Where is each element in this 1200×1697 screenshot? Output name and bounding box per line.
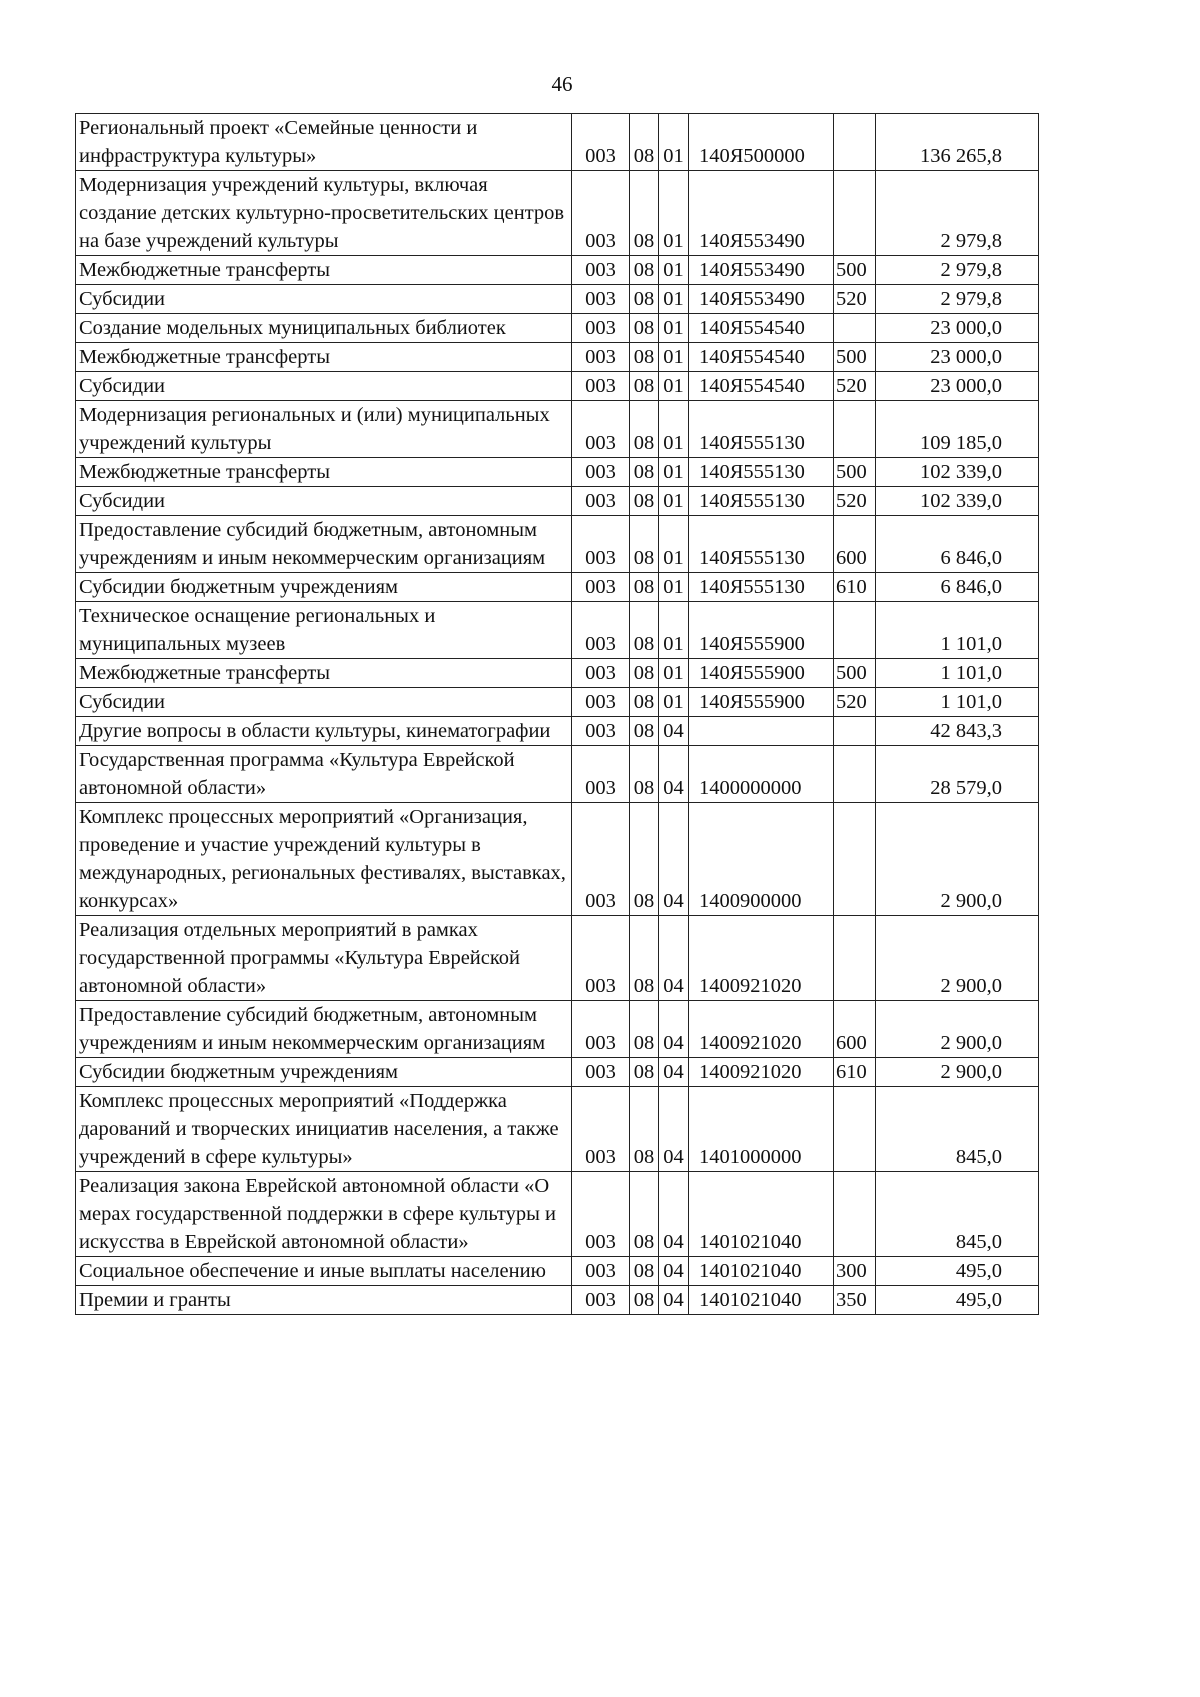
table-row: [76, 401, 1039, 458]
expense-item-name: Реализация закона Еврейской автономной области «О мерах государственной поддержки в сфере культуры и искусства в Еврейской автономной области»: [76, 1172, 572, 1257]
subsection-code: 01: [659, 372, 689, 401]
section-code: 08: [630, 343, 659, 372]
table-row: [76, 458, 1039, 487]
section-code: 08: [630, 1001, 659, 1058]
target-article-code: 1401021040: [689, 1257, 834, 1286]
target-article-code: 1401021040: [689, 1172, 834, 1257]
target-article-code: [689, 717, 834, 746]
ministry-code: 003: [572, 1257, 630, 1286]
section-code: 08: [630, 516, 659, 573]
subsection-code: 04: [659, 1286, 689, 1315]
table-row: [76, 314, 1039, 343]
target-article-code: 140Я555130: [689, 458, 834, 487]
section-code: 08: [630, 285, 659, 314]
table-row: [76, 516, 1039, 573]
ministry-code: 003: [572, 314, 630, 343]
expense-type-code: [834, 717, 876, 746]
ministry-code: 003: [572, 1172, 630, 1257]
expense-item-name: Субсидии: [76, 688, 572, 717]
amount: 23 000,0: [876, 343, 1039, 372]
expense-item-name: Субсидии: [76, 372, 572, 401]
amount: 1 101,0: [876, 659, 1039, 688]
expense-type-code: 500: [834, 256, 876, 285]
expense-item-name: Государственная программа «Культура Еврейской автономной области»: [76, 746, 572, 803]
amount: 2 979,8: [876, 285, 1039, 314]
expense-item-name: Межбюджетные трансферты: [76, 343, 572, 372]
target-article-code: 140Я555900: [689, 688, 834, 717]
target-article-code: 140Я553490: [689, 285, 834, 314]
section-code: 08: [630, 1087, 659, 1172]
table-row: [76, 717, 1039, 746]
target-article-code: 1400921020: [689, 916, 834, 1001]
expense-type-code: [834, 314, 876, 343]
subsection-code: 04: [659, 1001, 689, 1058]
section-code: 08: [630, 688, 659, 717]
subsection-code: 01: [659, 114, 689, 171]
amount: 845,0: [876, 1172, 1039, 1257]
amount: 2 900,0: [876, 803, 1039, 916]
ministry-code: 003: [572, 602, 630, 659]
subsection-code: 04: [659, 746, 689, 803]
expense-type-code: 520: [834, 688, 876, 717]
table-row: [76, 256, 1039, 285]
amount: 23 000,0: [876, 372, 1039, 401]
subsection-code: 01: [659, 516, 689, 573]
expense-item-name: Субсидии: [76, 285, 572, 314]
target-article-code: 140Я555130: [689, 487, 834, 516]
expense-type-code: 610: [834, 1058, 876, 1087]
target-article-code: 1400921020: [689, 1001, 834, 1058]
amount: 1 101,0: [876, 688, 1039, 717]
expense-item-name: Премии и гранты: [76, 1286, 572, 1315]
section-code: 08: [630, 1058, 659, 1087]
expense-item-name: Региональный проект «Семейные ценности и инфраструктура культуры»: [76, 114, 572, 171]
amount: 102 339,0: [876, 487, 1039, 516]
section-code: 08: [630, 573, 659, 602]
expense-type-code: [834, 803, 876, 916]
table-row: [76, 1286, 1039, 1315]
section-code: 08: [630, 314, 659, 343]
page-number: 46: [551, 72, 573, 96]
target-article-code: 140Я554540: [689, 343, 834, 372]
expense-type-code: 520: [834, 372, 876, 401]
expense-type-code: [834, 401, 876, 458]
expense-item-name: Реализация отдельных мероприятий в рамках государственной программы «Культура Еврейской автономной области»: [76, 916, 572, 1001]
target-article-code: 1400921020: [689, 1058, 834, 1087]
section-code: 08: [630, 372, 659, 401]
subsection-code: 04: [659, 1257, 689, 1286]
expense-type-code: 500: [834, 659, 876, 688]
amount: 845,0: [876, 1087, 1039, 1172]
section-code: 08: [630, 1286, 659, 1315]
section-code: 08: [630, 1257, 659, 1286]
expense-type-code: 500: [834, 458, 876, 487]
amount: 42 843,3: [876, 717, 1039, 746]
expense-type-code: [834, 746, 876, 803]
subsection-code: 01: [659, 285, 689, 314]
ministry-code: 003: [572, 1001, 630, 1058]
expense-item-name: Другие вопросы в области культуры, кинематографии: [76, 717, 572, 746]
section-code: 08: [630, 717, 659, 746]
subsection-code: 04: [659, 1058, 689, 1087]
expense-type-code: [834, 114, 876, 171]
expense-type-code: [834, 171, 876, 256]
target-article-code: 140Я553490: [689, 256, 834, 285]
expense-type-code: [834, 916, 876, 1001]
subsection-code: 01: [659, 171, 689, 256]
budget-table: [75, 113, 1039, 1315]
subsection-code: 01: [659, 256, 689, 285]
amount: 109 185,0: [876, 401, 1039, 458]
section-code: 08: [630, 401, 659, 458]
subsection-code: 01: [659, 688, 689, 717]
table-row: [76, 803, 1039, 916]
amount: 6 846,0: [876, 573, 1039, 602]
section-code: 08: [630, 602, 659, 659]
section-code: 08: [630, 916, 659, 1001]
ministry-code: 003: [572, 746, 630, 803]
expense-item-name: Субсидии бюджетным учреждениям: [76, 1058, 572, 1087]
table-row: [76, 688, 1039, 717]
subsection-code: 01: [659, 343, 689, 372]
table-row: [76, 1058, 1039, 1087]
table-row: [76, 746, 1039, 803]
expense-item-name: Комплекс процессных мероприятий «Поддержка дарований и творческих инициатив населения, а также учреждений в сфере культуры»: [76, 1087, 572, 1172]
section-code: 08: [630, 803, 659, 916]
amount: 136 265,8: [876, 114, 1039, 171]
expense-item-name: Модернизация региональных и (или) муниципальных учреждений культуры: [76, 401, 572, 458]
amount: 2 900,0: [876, 1058, 1039, 1087]
section-code: 08: [630, 458, 659, 487]
budget-table-body: [76, 114, 1039, 1315]
table-row: [76, 916, 1039, 1001]
table-row: [76, 285, 1039, 314]
table-row: [76, 573, 1039, 602]
subsection-code: 01: [659, 314, 689, 343]
amount: 495,0: [876, 1286, 1039, 1315]
expense-type-code: 520: [834, 285, 876, 314]
expense-type-code: [834, 1172, 876, 1257]
expense-item-name: Субсидии: [76, 487, 572, 516]
expense-item-name: Создание модельных муниципальных библиотек: [76, 314, 572, 343]
section-code: 08: [630, 487, 659, 516]
table-row: [76, 343, 1039, 372]
expense-item-name: Комплекс процессных мероприятий «Организация, проведение и участие учреждений культуры в международных, региональных фестивалях, выставках, конкурсах»: [76, 803, 572, 916]
ministry-code: 003: [572, 401, 630, 458]
subsection-code: 01: [659, 458, 689, 487]
expense-item-name: Межбюджетные трансферты: [76, 458, 572, 487]
table-row: [76, 1087, 1039, 1172]
target-article-code: 140Я500000: [689, 114, 834, 171]
expense-type-code: 520: [834, 487, 876, 516]
expense-type-code: [834, 1087, 876, 1172]
subsection-code: 04: [659, 1087, 689, 1172]
section-code: 08: [630, 659, 659, 688]
expense-item-name: Предоставление субсидий бюджетным, автономным учреждениям и иным некоммерческим организациям: [76, 516, 572, 573]
ministry-code: 003: [572, 114, 630, 171]
table-row: [76, 171, 1039, 256]
subsection-code: 01: [659, 659, 689, 688]
ministry-code: 003: [572, 688, 630, 717]
table-row: [76, 1001, 1039, 1058]
amount: 1 101,0: [876, 602, 1039, 659]
subsection-code: 04: [659, 916, 689, 1001]
amount: 6 846,0: [876, 516, 1039, 573]
table-row: [76, 372, 1039, 401]
subsection-code: 01: [659, 573, 689, 602]
amount: 2 900,0: [876, 916, 1039, 1001]
table-row: [76, 659, 1039, 688]
target-article-code: 140Я555130: [689, 401, 834, 458]
section-code: 08: [630, 256, 659, 285]
expense-item-name: Предоставление субсидий бюджетным, автономным учреждениям и иным некоммерческим организациям: [76, 1001, 572, 1058]
ministry-code: 003: [572, 1087, 630, 1172]
subsection-code: 04: [659, 803, 689, 916]
ministry-code: 003: [572, 171, 630, 256]
ministry-code: 003: [572, 487, 630, 516]
ministry-code: 003: [572, 343, 630, 372]
table-row: [76, 602, 1039, 659]
target-article-code: 140Я553490: [689, 171, 834, 256]
ministry-code: 003: [572, 803, 630, 916]
subsection-code: 01: [659, 401, 689, 458]
amount: 2 979,8: [876, 256, 1039, 285]
section-code: 08: [630, 1172, 659, 1257]
expense-type-code: [834, 602, 876, 659]
expense-type-code: 600: [834, 516, 876, 573]
ministry-code: 003: [572, 516, 630, 573]
expense-type-code: 350: [834, 1286, 876, 1315]
ministry-code: 003: [572, 573, 630, 602]
subsection-code: 04: [659, 717, 689, 746]
expense-item-name: Модернизация учреждений культуры, включая создание детских культурно-просветительских центров на базе учреждений культуры: [76, 171, 572, 256]
target-article-code: 1400000000: [689, 746, 834, 803]
subsection-code: 01: [659, 487, 689, 516]
ministry-code: 003: [572, 916, 630, 1001]
expense-type-code: 600: [834, 1001, 876, 1058]
section-code: 08: [630, 114, 659, 171]
ministry-code: 003: [572, 372, 630, 401]
amount: 102 339,0: [876, 458, 1039, 487]
expense-type-code: 610: [834, 573, 876, 602]
expense-item-name: Социальное обеспечение и иные выплаты населению: [76, 1257, 572, 1286]
target-article-code: 1401000000: [689, 1087, 834, 1172]
ministry-code: 003: [572, 1286, 630, 1315]
ministry-code: 003: [572, 717, 630, 746]
target-article-code: 140Я554540: [689, 314, 834, 343]
target-article-code: 1401021040: [689, 1286, 834, 1315]
target-article-code: 140Я555900: [689, 602, 834, 659]
table-row: [76, 487, 1039, 516]
ministry-code: 003: [572, 659, 630, 688]
table-row: [76, 114, 1039, 171]
target-article-code: 140Я555130: [689, 573, 834, 602]
target-article-code: 140Я555900: [689, 659, 834, 688]
amount: 2 900,0: [876, 1001, 1039, 1058]
expense-item-name: Межбюджетные трансферты: [76, 256, 572, 285]
amount: 23 000,0: [876, 314, 1039, 343]
section-code: 08: [630, 171, 659, 256]
target-article-code: 1400900000: [689, 803, 834, 916]
section-code: 08: [630, 746, 659, 803]
expense-item-name: Субсидии бюджетным учреждениям: [76, 573, 572, 602]
ministry-code: 003: [572, 256, 630, 285]
subsection-code: 01: [659, 602, 689, 659]
expense-item-name: Техническое оснащение региональных и муниципальных музеев: [76, 602, 572, 659]
target-article-code: 140Я555130: [689, 516, 834, 573]
expense-item-name: Межбюджетные трансферты: [76, 659, 572, 688]
table-row: [76, 1172, 1039, 1257]
subsection-code: 04: [659, 1172, 689, 1257]
ministry-code: 003: [572, 458, 630, 487]
expense-type-code: 500: [834, 343, 876, 372]
amount: 28 579,0: [876, 746, 1039, 803]
ministry-code: 003: [572, 285, 630, 314]
expense-type-code: 300: [834, 1257, 876, 1286]
amount: 495,0: [876, 1257, 1039, 1286]
amount: 2 979,8: [876, 171, 1039, 256]
target-article-code: 140Я554540: [689, 372, 834, 401]
ministry-code: 003: [572, 1058, 630, 1087]
table-row: [76, 1257, 1039, 1286]
